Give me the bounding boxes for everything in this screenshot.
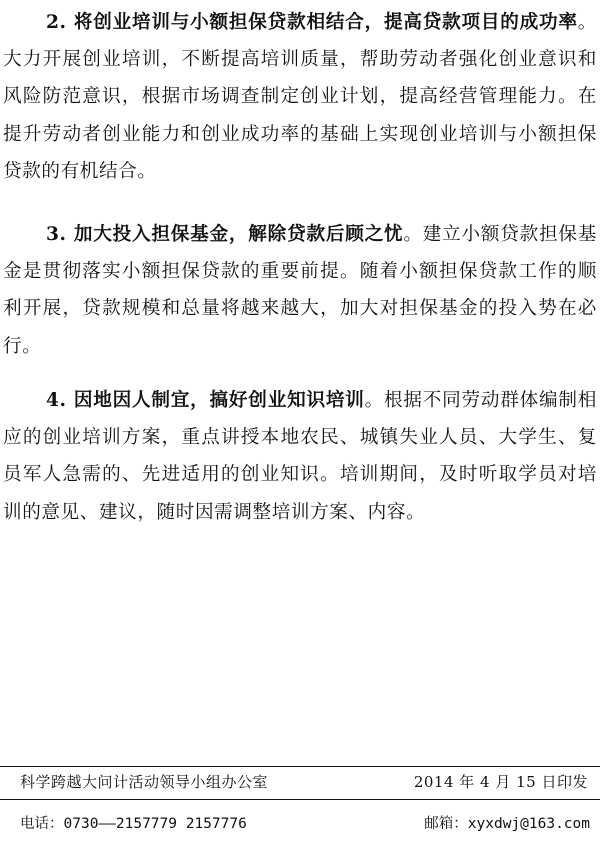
issue-date: 2014 年 4 月 15 日印发 bbox=[413, 773, 588, 791]
footer-top-rule bbox=[0, 766, 600, 767]
paragraph-2-heading: 2. 将创业培训与小额担保贷款相结合，提高贷款项目的成功率 bbox=[46, 12, 578, 33]
footer-middle-rule bbox=[0, 799, 600, 800]
paragraph-3-heading: 3. 加大投入担保基金，解除贷款后顾之忧 bbox=[46, 224, 404, 245]
paragraph-2-body: 。大力开展创业培训，不断提高培训质量，帮助劳动者强化创业意识和风险防范意识，根据市场调查制定创业计划，提高经营管理能力。在提升劳动者创业能力和创业成功率的基础上实现创业培训与小额担保贷款的有机结合。 bbox=[3, 12, 597, 182]
contact-phone: 电话：0730——2157779 2157776 bbox=[20, 816, 247, 832]
paragraph-4-body: 。根据不同劳动群体编制相应的创业培训方案，重点讲授本地农民、城镇失业人员、大学生、复员军人急需的、先进适用的创业知识。培训期间，及时听取学员对培训的意见、建议，随时因需调整培训方案、内容。 bbox=[3, 390, 598, 523]
paragraph-3-body: 。建立小额贷款担保基金是贯彻落实小额担保贷款的重要前提。随着小额担保贷款工作的顺利开展，贷款规模和总量将越来越大，加大对担保基金的投入势在必行。 bbox=[3, 224, 597, 357]
contact-email: 邮箱：xyxdwj@163.com bbox=[424, 816, 590, 832]
paragraph-4 bbox=[3, 382, 597, 531]
issuing-office: 科学跨越大问计活动领导小组办公室 bbox=[20, 773, 269, 791]
paragraph-4-heading: 4. 因地因人制宜，搞好创业知识培训 bbox=[46, 390, 365, 411]
paragraph-3 bbox=[3, 216, 597, 365]
paragraph-2 bbox=[3, 4, 597, 190]
